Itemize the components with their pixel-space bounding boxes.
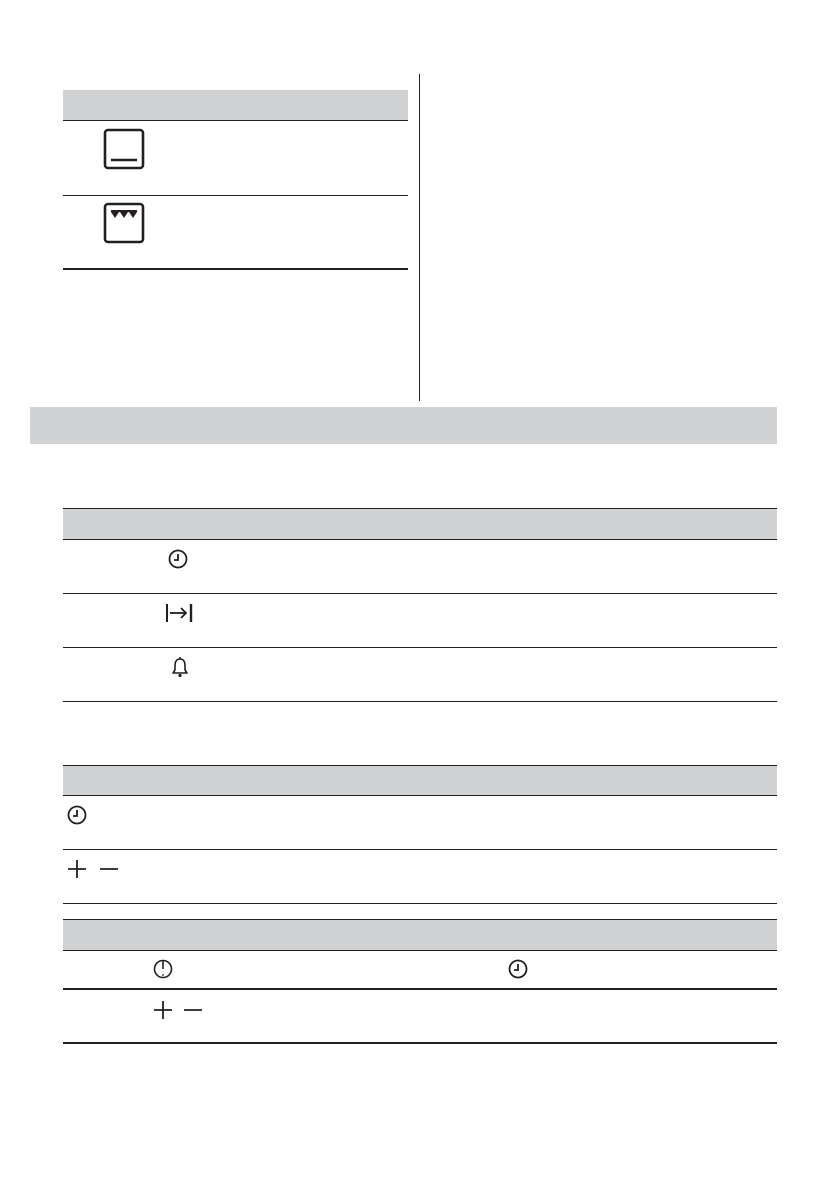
clock-table-row bbox=[63, 648, 777, 701]
bell-icon bbox=[169, 656, 191, 678]
clock-table-bottom-rule bbox=[63, 701, 777, 702]
top-table-bottom-rule bbox=[63, 268, 408, 270]
oven-top-heat-icon bbox=[102, 201, 146, 245]
minus-icon bbox=[98, 858, 120, 880]
setting-table-row bbox=[63, 850, 777, 903]
steps-table-row bbox=[63, 951, 777, 988]
clock-icon bbox=[167, 548, 189, 570]
setting-table-header bbox=[63, 766, 777, 795]
clock-icon bbox=[66, 804, 88, 826]
clock-icon bbox=[507, 958, 529, 980]
steps-table-row bbox=[63, 990, 777, 1042]
clock-table-row bbox=[63, 594, 777, 647]
steps-table-header bbox=[63, 920, 777, 950]
setting-table-row bbox=[63, 796, 777, 849]
top-table-row bbox=[63, 121, 408, 194]
steps-table-bottom-rule bbox=[63, 1042, 777, 1044]
section-banner bbox=[30, 407, 777, 444]
timer-icon bbox=[152, 958, 174, 980]
oven-bottom-heat-icon bbox=[102, 127, 146, 171]
plus-icon bbox=[66, 858, 88, 880]
setting-table-bottom-rule bbox=[63, 903, 777, 904]
minus-icon bbox=[182, 999, 204, 1021]
clock-table-row bbox=[63, 540, 777, 593]
top-table-row bbox=[63, 196, 408, 268]
top-table-header bbox=[63, 90, 408, 120]
plus-icon bbox=[152, 999, 174, 1021]
clock-table-header bbox=[63, 509, 777, 539]
duration-arrow-icon bbox=[164, 602, 194, 624]
column-divider bbox=[419, 74, 420, 401]
